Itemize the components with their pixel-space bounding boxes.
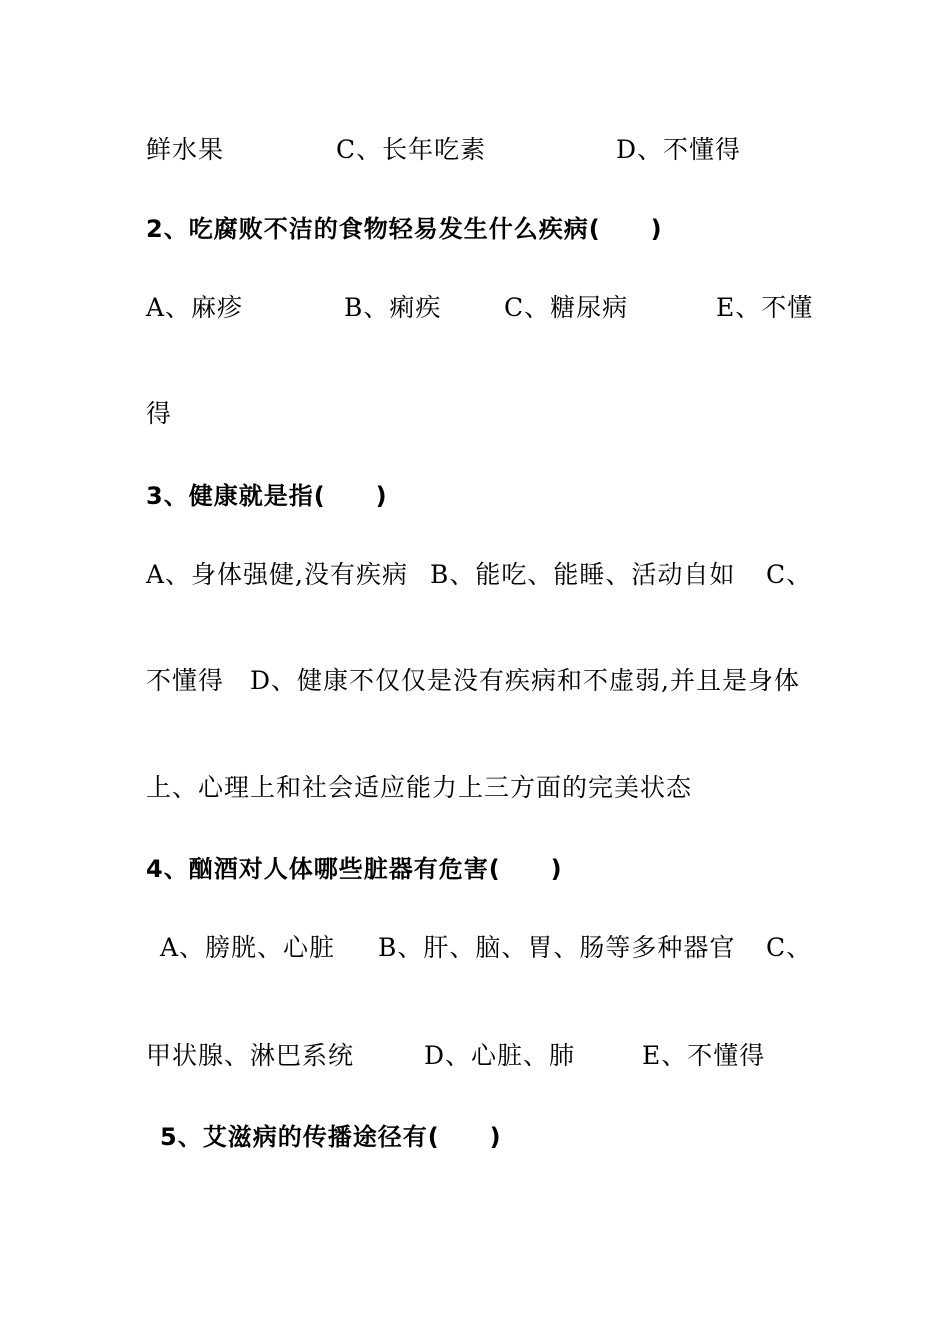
option-line: [0, 134, 950, 166]
question-3: 3、健康就是指( ): [146, 482, 388, 510]
option-c: C、: [766, 933, 813, 962]
option-c: C、糖尿病: [504, 293, 629, 322]
option-e: E、不懂得: [642, 1041, 766, 1070]
option-text: 鲜水果: [146, 135, 225, 164]
option-a: A、身体强健,没有疾病: [146, 560, 409, 589]
option-line: [0, 1040, 950, 1072]
option-d: D、心脏、肺: [424, 1041, 576, 1070]
question-4: 4、酗酒对人体哪些脏器有危害( ): [146, 855, 563, 883]
question-2: 2、吃腐败不洁的食物轻易发生什么疾病( ): [146, 215, 663, 243]
option-a: A、麻疹: [146, 293, 244, 322]
option-text: 甲状腺、淋巴系统: [146, 1041, 355, 1070]
option-continuation: 上、心理上和社会适应能力上三方面的完美状态: [146, 773, 693, 802]
option-line: [0, 559, 950, 591]
option-d: D、不懂得: [616, 135, 742, 164]
option-d: D、健康不仅仅是没有疾病和不虚弱,并且是身体: [250, 666, 800, 695]
option-text: 不懂得: [146, 666, 225, 695]
option-continuation: 得: [146, 399, 173, 428]
option-b: B、能吃、能睡、活动自如: [430, 560, 736, 589]
question-5: 5、艾滋病的传播途径有( ): [160, 1123, 502, 1151]
option-b: B、肝、脑、胃、肠等多种器官: [378, 933, 736, 962]
option-c: C、长年吃素: [336, 135, 487, 164]
option-b: B、痢疾: [344, 293, 442, 322]
option-a: A、膀胱、心脏: [160, 933, 336, 962]
option-e: E、不懂: [716, 293, 814, 322]
option-line: [0, 932, 950, 964]
option-line: [0, 665, 950, 697]
option-line: [0, 292, 950, 324]
option-c: C、: [766, 560, 813, 589]
